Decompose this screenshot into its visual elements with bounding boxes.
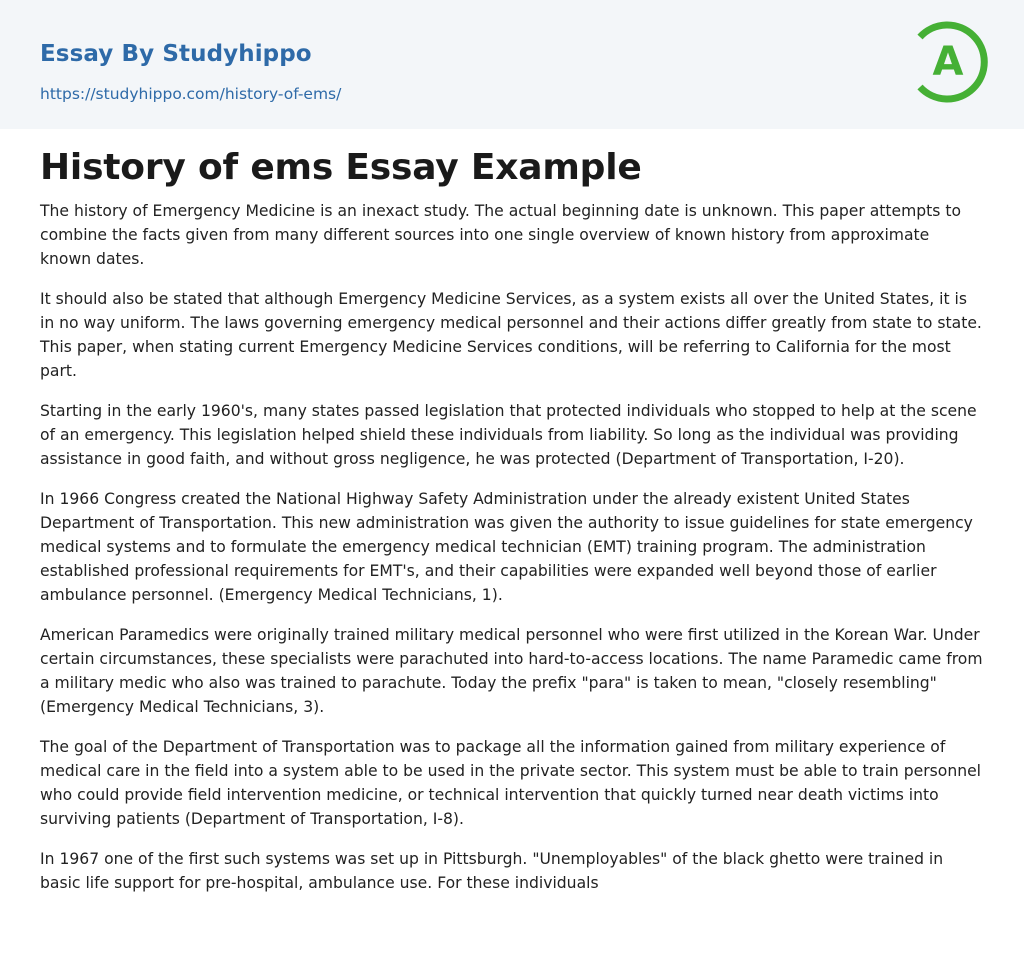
essay-paragraph: The history of Emergency Medicine is an inexact study. The actual beginning date is unknown. This paper attempts to combine the facts given from many different sources into one single overview of known history from approximate known dates. — [40, 202, 962, 268]
essay-paragraph: In 1966 Congress created the National Highway Safety Administration under the already existent United States Department of Transportation. This new administration was given the authority to issue guidelines for state emergency medical systems and to formulate the emergency medical technician (EMT) training program. The administration established professional requirements for EMT's, and their capabilities were expanded well beyond those of earlier ambulance personnel. (Emergency Medical Technicians, 1). — [40, 490, 973, 604]
essay-paragraph: American Paramedics were originally trained military medical personnel who were first utilized in the Korean War. Under certain circumstances, these specialists were parachuted into hard-to-access locations. The name Paramedic came from a military medic who also was trained to parachute. Today the prefix "para" is taken to mean, "closely resembling" (Emergency Medical Technicians, 3). — [40, 626, 983, 716]
essay-paragraph: In 1967 one of the first such systems was set up in Pittsburgh. "Unemployables" of the black ghetto were trained in basic life support for pre-hospital, ambulance use. For these individuals — [40, 850, 944, 892]
page-title: History of ems Essay Example — [40, 147, 642, 188]
essay-paragraph: The goal of the Department of Transportation was to package all the information gained from military experience of medical care in the field into a system able to be used in the private sector. This system must be able to train personnel who could provide field intervention medicine, or technical intervention that quickly turned near death victims into surviving patients (Department of Transportation, I-8). — [40, 738, 982, 828]
essay-paragraph: It should also be stated that although Emergency Medicine Services, as a system exists all over the United States, it is in no way uniform. The laws governing emergency medical personnel and their actions differ greatly from state to state. This paper, when stating current Emergency Medicine Services conditions, will be referring to California for the most part. — [40, 290, 982, 380]
studyhippo-logo-icon[interactable] — [908, 18, 988, 106]
article — [0, 129, 1024, 895]
site-header — [0, 0, 1024, 129]
site-brand[interactable]: Essay By Studyhippo — [40, 41, 312, 67]
essay-paragraph: Starting in the early 1960's, many states passed legislation that protected individuals who stopped to help at the scene of an emergency. This legislation helped shield these individuals from liability. So long as the individual was providing assistance in good faith, and without gross negligence, he was protected (Department of Transportation, I-20). — [40, 402, 977, 468]
logo-letter: A — [932, 39, 964, 85]
page-url-link[interactable]: https://studyhippo.com/history-of-ems/ — [40, 85, 342, 103]
